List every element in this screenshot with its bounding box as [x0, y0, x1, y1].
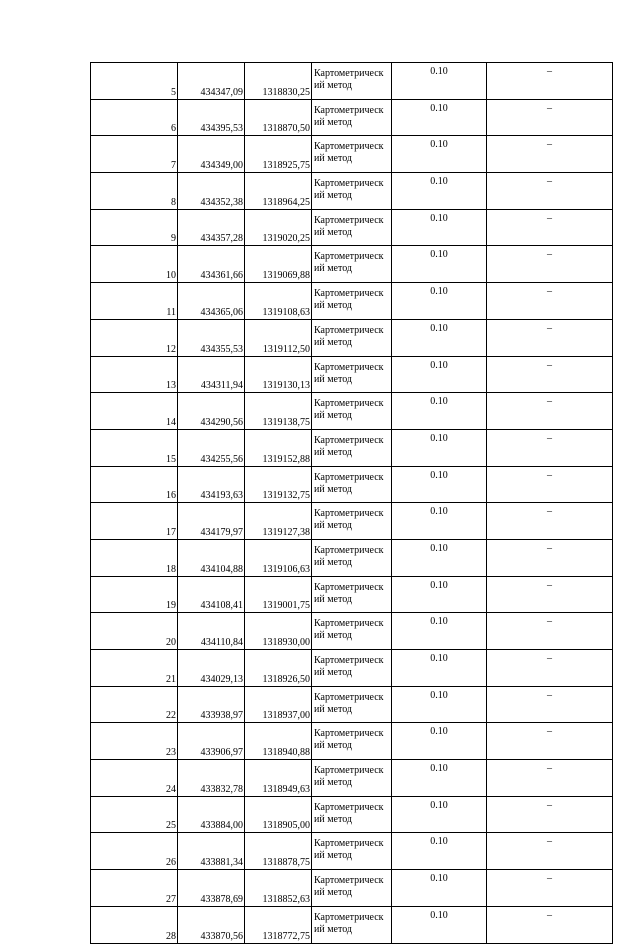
- coordinate-x: 434108,41: [178, 576, 245, 613]
- method-text-line1: Картометрическ: [314, 104, 384, 116]
- method-text-line2: ий метод: [314, 336, 353, 348]
- method-cell: [312, 246, 392, 283]
- accuracy-value: 0.10: [392, 136, 487, 173]
- method-text-line2: ий метод: [314, 556, 353, 568]
- method-text-line2: ий метод: [314, 593, 353, 605]
- point-number: 5: [91, 63, 178, 100]
- point-number: 22: [91, 686, 178, 723]
- coordinates-table: [90, 62, 613, 944]
- point-number: 6: [91, 99, 178, 136]
- accuracy-value: 0.10: [392, 99, 487, 136]
- method-text-line1: Картометрическ: [314, 875, 384, 887]
- method-text-line2: ий метод: [314, 630, 353, 642]
- method-text-line2: ий метод: [314, 410, 353, 422]
- coordinates-table-body: [91, 63, 613, 944]
- method-cell: [312, 686, 392, 723]
- note-dash: –: [487, 613, 613, 650]
- method-text-line1: Картометрическ: [314, 214, 384, 226]
- method-text-line2: ий метод: [314, 373, 353, 385]
- point-number: 13: [91, 356, 178, 393]
- method-text-line1: Картометрическ: [314, 471, 384, 483]
- coordinate-x: 433832,78: [178, 760, 245, 797]
- method-text-line1: Картометрическ: [314, 508, 384, 520]
- method-text-line2: ий метод: [314, 520, 353, 532]
- coordinate-x: 434290,56: [178, 393, 245, 430]
- coordinate-x: 433938,97: [178, 686, 245, 723]
- note-dash: –: [487, 833, 613, 870]
- method-cell: [312, 906, 392, 943]
- coordinate-y: 1319127,38: [245, 503, 312, 540]
- method-text-line1: Картометрическ: [314, 288, 384, 300]
- method-text-line2: ий метод: [314, 300, 353, 312]
- coordinate-y: 1318949,63: [245, 760, 312, 797]
- accuracy-value: 0.10: [392, 356, 487, 393]
- point-number: 21: [91, 650, 178, 687]
- method-cell: [312, 796, 392, 833]
- method-text-line1: Картометрическ: [314, 361, 384, 373]
- accuracy-value: 0.10: [392, 613, 487, 650]
- note-dash: –: [487, 539, 613, 576]
- note-dash: –: [487, 283, 613, 320]
- point-number: 26: [91, 833, 178, 870]
- method-text-line1: Картометрическ: [314, 251, 384, 263]
- point-number: 27: [91, 870, 178, 907]
- method-cell: [312, 503, 392, 540]
- table-row: [91, 319, 613, 356]
- accuracy-value: 0.10: [392, 466, 487, 503]
- coordinate-x: 434110,84: [178, 613, 245, 650]
- table-row: [91, 63, 613, 100]
- table-row: [91, 833, 613, 870]
- method-text-line1: Картометрическ: [314, 544, 384, 556]
- point-number: 17: [91, 503, 178, 540]
- method-cell: [312, 356, 392, 393]
- method-cell: [312, 209, 392, 246]
- method-cell: [312, 393, 392, 430]
- accuracy-value: 0.10: [392, 539, 487, 576]
- method-cell: [312, 833, 392, 870]
- coordinate-y: 1319020,25: [245, 209, 312, 246]
- method-text-line1: Картометрическ: [314, 838, 384, 850]
- method-cell: [312, 63, 392, 100]
- method-text-line1: Картометрическ: [314, 324, 384, 336]
- coordinate-x: 434352,38: [178, 173, 245, 210]
- coordinate-x: 433906,97: [178, 723, 245, 760]
- method-text-line1: Картометрическ: [314, 68, 384, 79]
- coordinate-y: 1319069,88: [245, 246, 312, 283]
- coordinate-x: 434104,88: [178, 539, 245, 576]
- coordinate-y: 1318925,75: [245, 136, 312, 173]
- coordinate-y: 1318772,75: [245, 906, 312, 943]
- accuracy-value: 0.10: [392, 906, 487, 943]
- method-cell: [312, 539, 392, 576]
- note-dash: –: [487, 796, 613, 833]
- coordinate-y: 1319106,63: [245, 539, 312, 576]
- table-row: [91, 686, 613, 723]
- note-dash: –: [487, 63, 613, 100]
- point-number: 28: [91, 906, 178, 943]
- coordinate-x: 433884,00: [178, 796, 245, 833]
- accuracy-value: 0.10: [392, 760, 487, 797]
- coordinate-y: 1318940,88: [245, 723, 312, 760]
- table-row: [91, 356, 613, 393]
- coordinate-y: 1319152,88: [245, 429, 312, 466]
- method-text-line1: Картометрическ: [314, 765, 384, 777]
- method-text-line2: ий метод: [314, 850, 353, 862]
- table-row: [91, 503, 613, 540]
- accuracy-value: 0.10: [392, 246, 487, 283]
- method-cell: [312, 283, 392, 320]
- accuracy-value: 0.10: [392, 650, 487, 687]
- table-row: [91, 723, 613, 760]
- accuracy-value: 0.10: [392, 319, 487, 356]
- note-dash: –: [487, 99, 613, 136]
- point-number: 24: [91, 760, 178, 797]
- coordinate-x: 434357,28: [178, 209, 245, 246]
- note-dash: –: [487, 136, 613, 173]
- note-dash: –: [487, 393, 613, 430]
- coordinate-x: 434179,97: [178, 503, 245, 540]
- method-cell: [312, 576, 392, 613]
- method-text-line2: ий метод: [314, 887, 353, 899]
- accuracy-value: 0.10: [392, 796, 487, 833]
- note-dash: –: [487, 723, 613, 760]
- coordinate-y: 1318937,00: [245, 686, 312, 723]
- accuracy-value: 0.10: [392, 63, 487, 100]
- note-dash: –: [487, 356, 613, 393]
- method-text-line1: Картометрическ: [314, 911, 384, 923]
- accuracy-value: 0.10: [392, 173, 487, 210]
- coordinate-x: 434361,66: [178, 246, 245, 283]
- point-number: 8: [91, 173, 178, 210]
- method-text-line2: ий метод: [314, 483, 353, 495]
- point-number: 14: [91, 393, 178, 430]
- point-number: 18: [91, 539, 178, 576]
- coordinate-y: 1318964,25: [245, 173, 312, 210]
- coordinate-y: 1318830,25: [245, 63, 312, 100]
- coordinate-x: 434255,56: [178, 429, 245, 466]
- method-text-line2: ий метод: [314, 667, 353, 678]
- point-number: 19: [91, 576, 178, 613]
- point-number: 9: [91, 209, 178, 246]
- table-row: [91, 650, 613, 687]
- table-row: [91, 539, 613, 576]
- coordinate-y: 1318870,50: [245, 99, 312, 136]
- coordinate-y: 1319138,75: [245, 393, 312, 430]
- point-number: 25: [91, 796, 178, 833]
- note-dash: –: [487, 246, 613, 283]
- table-row: [91, 209, 613, 246]
- note-dash: –: [487, 466, 613, 503]
- note-dash: –: [487, 576, 613, 613]
- note-dash: –: [487, 650, 613, 687]
- method-text-line2: ий метод: [314, 777, 353, 789]
- table-row: [91, 613, 613, 650]
- method-text-line1: Картометрическ: [314, 434, 384, 446]
- coordinate-y: 1318926,50: [245, 650, 312, 687]
- method-text-line1: Картометрическ: [314, 398, 384, 410]
- note-dash: –: [487, 760, 613, 797]
- accuracy-value: 0.10: [392, 833, 487, 870]
- method-cell: [312, 319, 392, 356]
- method-text-line1: Картометрическ: [314, 618, 384, 630]
- table-row: [91, 466, 613, 503]
- accuracy-value: 0.10: [392, 429, 487, 466]
- note-dash: –: [487, 319, 613, 356]
- method-text-line2: ий метод: [314, 703, 353, 715]
- coordinate-x: 434355,53: [178, 319, 245, 356]
- method-cell: [312, 173, 392, 210]
- accuracy-value: 0.10: [392, 870, 487, 907]
- accuracy-value: 0.10: [392, 503, 487, 540]
- note-dash: –: [487, 870, 613, 907]
- method-cell: [312, 136, 392, 173]
- table-row: [91, 283, 613, 320]
- method-cell: [312, 760, 392, 797]
- method-text-line2: ий метод: [314, 190, 353, 202]
- coordinate-x: 434311,94: [178, 356, 245, 393]
- accuracy-value: 0.10: [392, 576, 487, 613]
- point-number: 12: [91, 319, 178, 356]
- coordinate-x: 434365,06: [178, 283, 245, 320]
- method-text-line1: Картометрическ: [314, 728, 384, 740]
- coordinate-x: 434349,00: [178, 136, 245, 173]
- method-text-line2: ий метод: [314, 923, 353, 935]
- note-dash: –: [487, 209, 613, 246]
- coordinate-y: 1318878,75: [245, 833, 312, 870]
- method-text-line2: ий метод: [314, 446, 353, 458]
- method-cell: [312, 613, 392, 650]
- note-dash: –: [487, 686, 613, 723]
- method-text-line1: Картометрическ: [314, 141, 384, 153]
- coordinate-x: 434029,13: [178, 650, 245, 687]
- accuracy-value: 0.10: [392, 283, 487, 320]
- point-number: 20: [91, 613, 178, 650]
- method-cell: [312, 870, 392, 907]
- note-dash: –: [487, 906, 613, 943]
- coordinate-x: 433878,69: [178, 870, 245, 907]
- table-row: [91, 870, 613, 907]
- accuracy-value: 0.10: [392, 723, 487, 760]
- coordinate-y: 1319108,63: [245, 283, 312, 320]
- method-text-line2: ий метод: [314, 813, 353, 825]
- method-text-line1: Картометрическ: [314, 178, 384, 190]
- coordinate-x: 434395,53: [178, 99, 245, 136]
- method-text-line1: Картометрическ: [314, 581, 384, 593]
- coordinate-y: 1318852,63: [245, 870, 312, 907]
- coordinate-y: 1319001,75: [245, 576, 312, 613]
- point-number: 7: [91, 136, 178, 173]
- method-text-line2: ий метод: [314, 740, 353, 752]
- accuracy-value: 0.10: [392, 393, 487, 430]
- method-cell: [312, 99, 392, 136]
- method-text-line2: ий метод: [314, 153, 353, 165]
- coordinate-x: 434347,09: [178, 63, 245, 100]
- note-dash: –: [487, 503, 613, 540]
- table-row: [91, 246, 613, 283]
- point-number: 23: [91, 723, 178, 760]
- table-row: [91, 429, 613, 466]
- coordinate-x: 433881,34: [178, 833, 245, 870]
- table-row: [91, 99, 613, 136]
- method-text-line2: ий метод: [314, 80, 353, 91]
- coordinate-y: 1318905,00: [245, 796, 312, 833]
- table-row: [91, 393, 613, 430]
- table-row: [91, 173, 613, 210]
- coordinate-x: 434193,63: [178, 466, 245, 503]
- coordinate-y: 1319112,50: [245, 319, 312, 356]
- table-row: [91, 136, 613, 173]
- coordinate-y: 1318930,00: [245, 613, 312, 650]
- method-text-line2: ий метод: [314, 263, 353, 275]
- point-number: 15: [91, 429, 178, 466]
- method-cell: [312, 723, 392, 760]
- coordinate-y: 1319132,75: [245, 466, 312, 503]
- coordinate-y: 1319130,13: [245, 356, 312, 393]
- accuracy-value: 0.10: [392, 686, 487, 723]
- note-dash: –: [487, 429, 613, 466]
- method-text-line2: ий метод: [314, 116, 353, 128]
- table-row: [91, 760, 613, 797]
- method-text-line1: Картометрическ: [314, 801, 384, 813]
- method-cell: [312, 429, 392, 466]
- note-dash: –: [487, 173, 613, 210]
- method-cell: [312, 650, 392, 687]
- point-number: 16: [91, 466, 178, 503]
- method-text-line2: ий метод: [314, 226, 353, 238]
- accuracy-value: 0.10: [392, 209, 487, 246]
- table-row: [91, 576, 613, 613]
- method-text-line1: Картометрическ: [314, 655, 384, 666]
- point-number: 11: [91, 283, 178, 320]
- method-text-line1: Картометрическ: [314, 691, 384, 703]
- table-row: [91, 906, 613, 943]
- coordinate-x: 433870,56: [178, 906, 245, 943]
- table-row: [91, 796, 613, 833]
- method-cell: [312, 466, 392, 503]
- point-number: 10: [91, 246, 178, 283]
